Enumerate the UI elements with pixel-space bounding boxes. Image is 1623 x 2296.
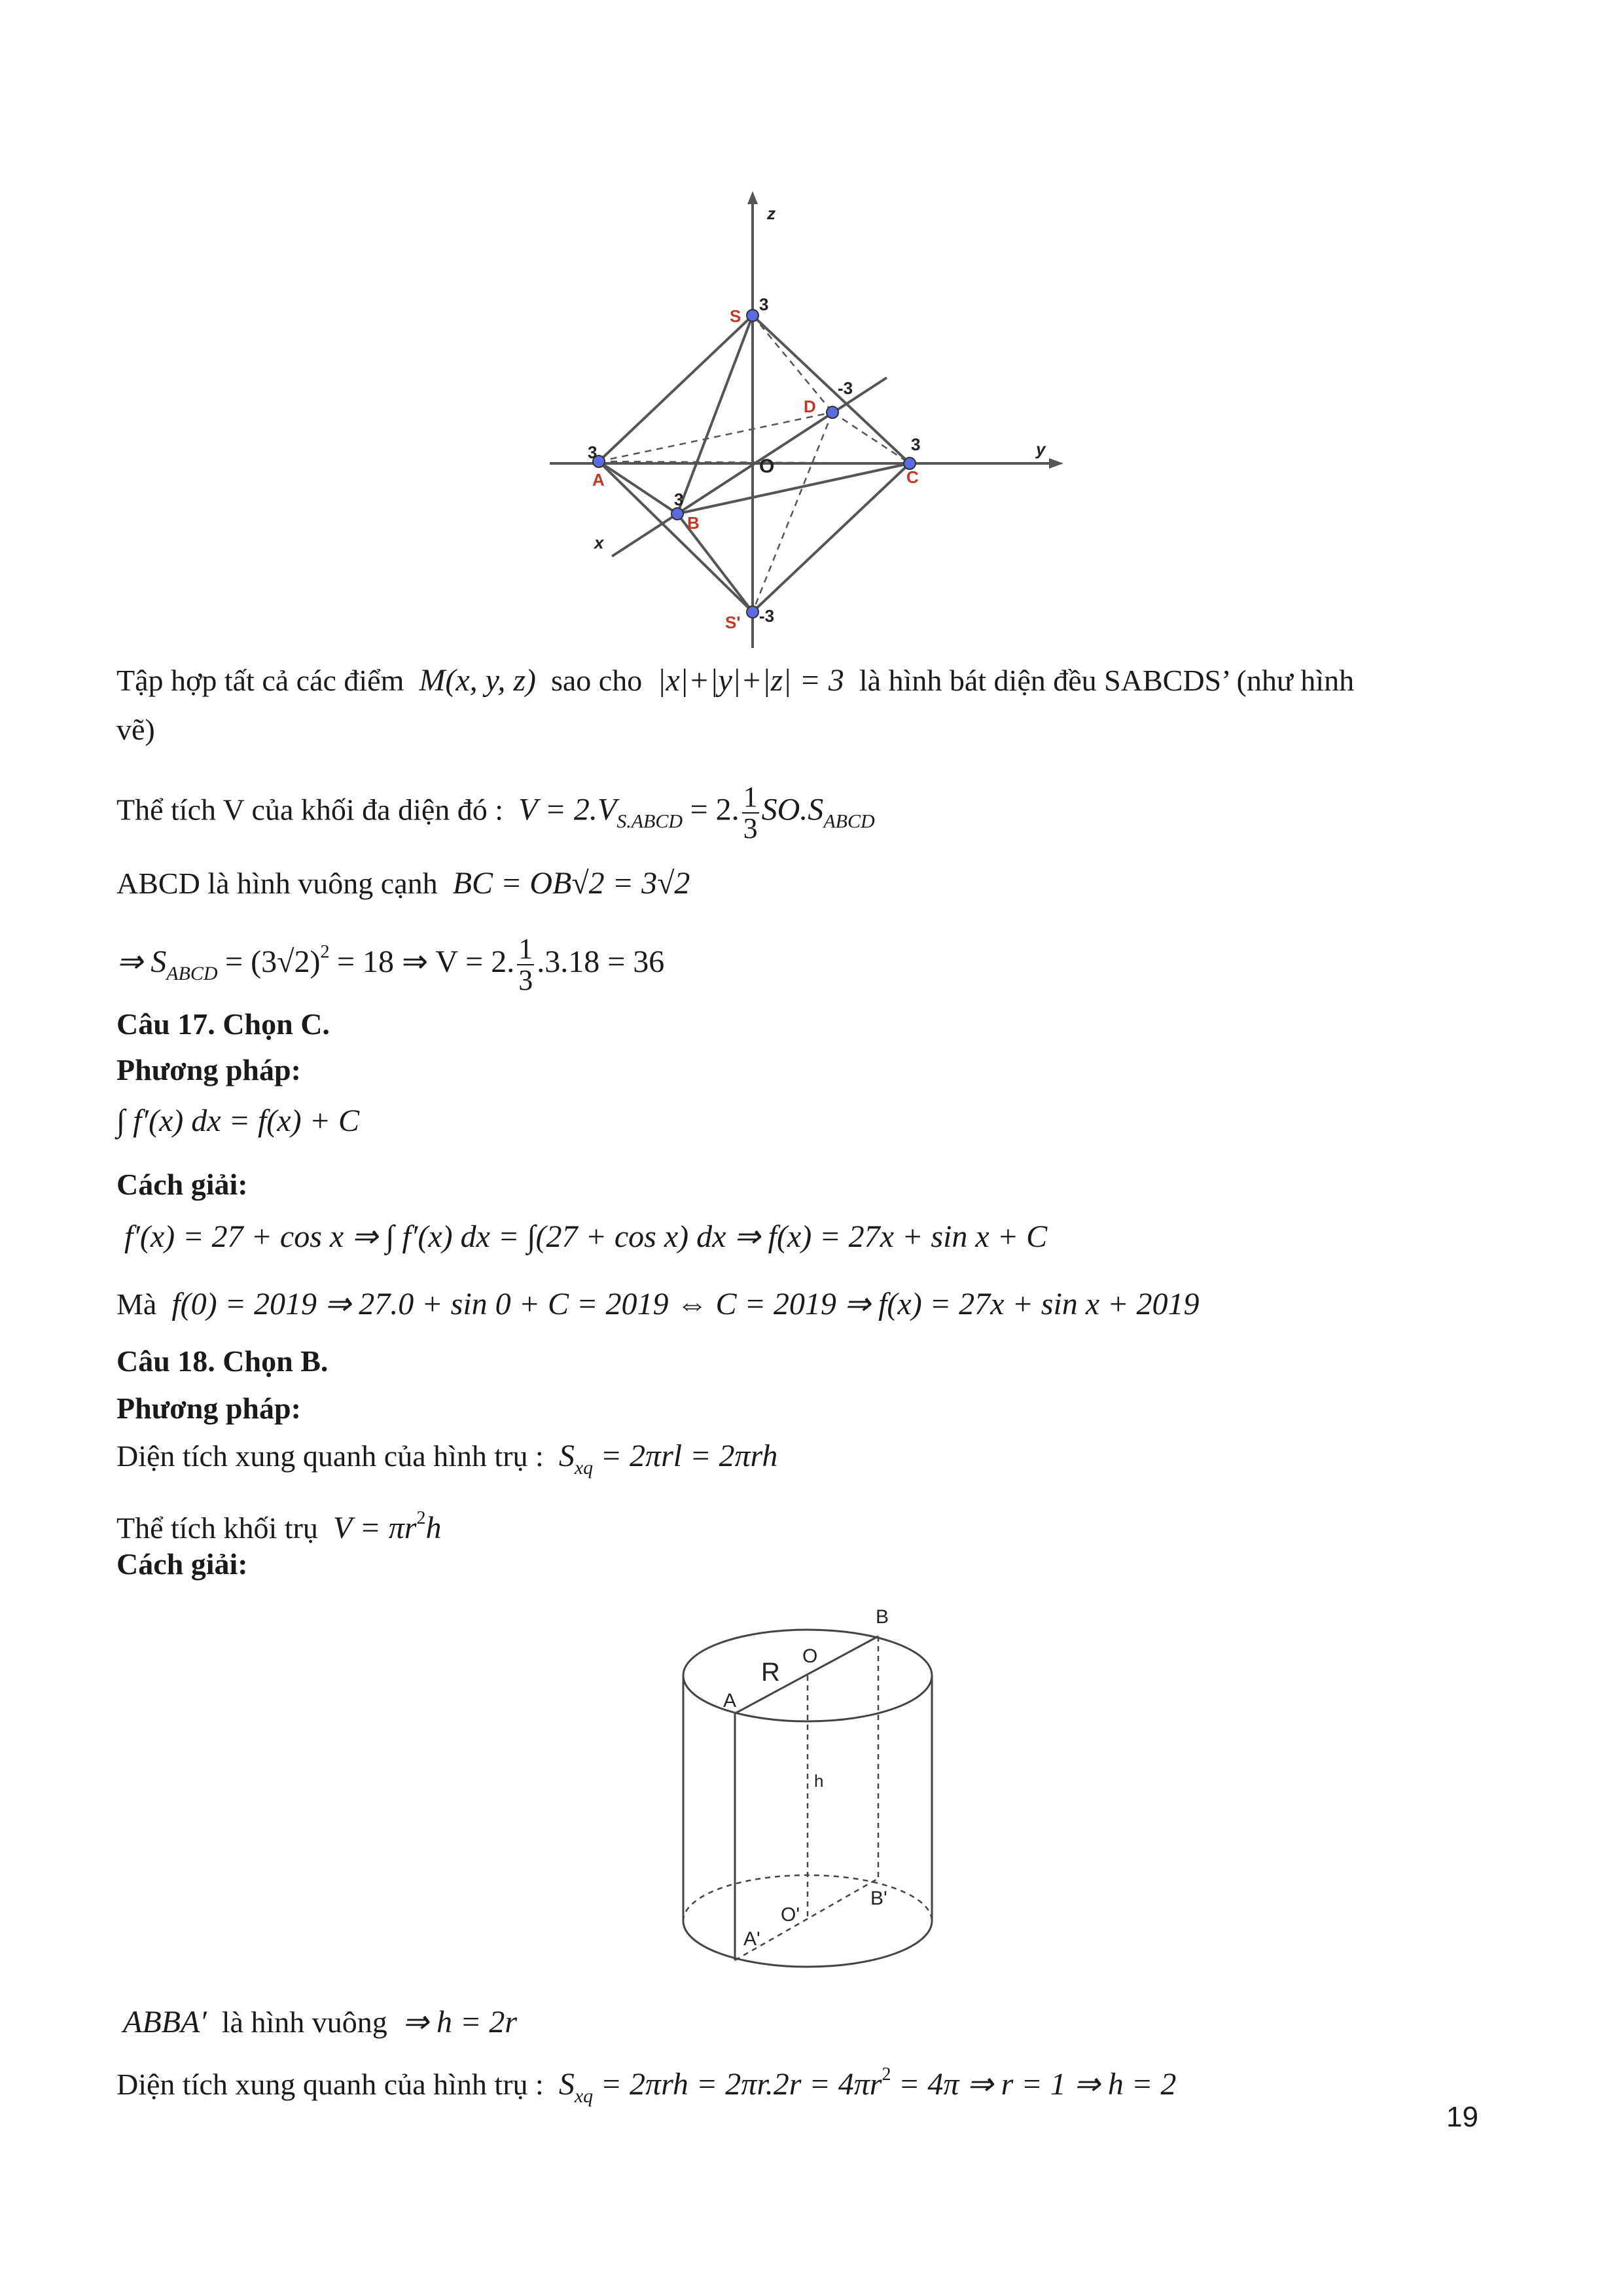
label-cyl-b-prime: B'	[870, 1888, 887, 1909]
p1-math-equation: |x|+|y|+|z| = 3	[657, 663, 844, 698]
label-y: y	[1036, 439, 1046, 459]
q18-solution-heading: Cách giải:	[116, 1547, 248, 1581]
paragraph-area-volume	[116, 933, 664, 996]
q18-line3-text: là hình vuông	[221, 2005, 387, 2039]
q17-method-heading: Phương pháp:	[116, 1053, 301, 1086]
p1-text-c: là hình bát diện đều SABCDS’ (như hình	[859, 664, 1355, 697]
label-c: C	[906, 467, 919, 487]
q18-line4-math-a: S	[558, 2067, 575, 2102]
tick-z-bottom: -3	[759, 606, 775, 626]
q18-line2-math-b: h	[425, 1511, 442, 1545]
p4-math-b: = (3√2)	[225, 944, 321, 979]
p2-frac-den: 3	[743, 812, 758, 844]
p2-sub2: ABCD	[823, 810, 875, 833]
q18-title: Câu 18. Chọn B.	[116, 1344, 329, 1378]
p4-frac-num: 1	[518, 933, 533, 965]
p2-math-eq: = 2.	[690, 792, 740, 827]
q18-line2	[116, 1499, 441, 1548]
q18-line4-sub: xq	[574, 2085, 594, 2107]
point-d	[827, 406, 838, 418]
q18-line3-result: ⇒ h = 2r	[402, 2005, 518, 2039]
p4-sub: ABCD	[166, 963, 218, 984]
label-d: D	[804, 397, 816, 416]
q18-line3-math: ABBA′	[123, 2005, 207, 2039]
p3-math: BC = OB√2 = 3√2	[452, 866, 690, 901]
p2-text: Thể tích V của khối đa diện đó :	[116, 793, 504, 827]
tick-x-near: 3	[674, 490, 684, 509]
paragraph-volume	[116, 782, 875, 844]
q17-line2	[116, 1285, 1199, 1324]
paragraph-square-side	[116, 864, 690, 903]
q18-method-heading: Phương pháp:	[116, 1391, 301, 1425]
p2-frac-num: 1	[743, 781, 758, 813]
q18-line4-math-c: = 4π ⇒ r = 1 ⇒ h = 2	[898, 2067, 1177, 2102]
label-b: B	[687, 513, 700, 533]
q18-line4-sup: 2	[882, 2064, 891, 2085]
p2-sub: S.ABCD	[616, 810, 683, 833]
label-s-prime: S'	[725, 613, 741, 632]
q18-line2-sup: 2	[416, 1508, 426, 1528]
p2-fraction	[742, 782, 759, 844]
page-number: 19	[1446, 2101, 1478, 2133]
label-a: A	[592, 470, 605, 490]
p3-text: ABCD là hình vuông cạnh	[116, 867, 438, 900]
label-o: O	[759, 456, 775, 477]
p4-math-d: .3.18 = 36	[537, 944, 665, 979]
p4-math-c: = 18 ⇒ V = 2.	[336, 944, 515, 979]
tick-x-far: -3	[838, 378, 853, 398]
q18-line2-math-a: V = πr	[332, 1511, 417, 1545]
q18-line3	[123, 2003, 517, 2042]
q17-title: Câu 17. Chọn C.	[116, 1007, 330, 1041]
q18-line2-text: Thể tích khối trụ	[116, 1511, 318, 1545]
q18-line4-text: Diện tích xung quanh của hình trụ :	[116, 2068, 544, 2101]
label-cyl-o-prime: O'	[781, 1904, 800, 1926]
q17-solution-heading: Cách giải:	[116, 1168, 248, 1201]
q18-line1-math-b: = 2πrl = 2πrh	[600, 1439, 778, 1473]
q18-line4	[116, 2055, 1176, 2116]
label-cyl-a: A	[723, 1690, 737, 1712]
label-z: z	[767, 204, 776, 223]
q18-line1-text: Diện tích xung quanh của hình trụ :	[116, 1439, 544, 1473]
q17-formula: ∫ f′(x) dx = f(x) + C	[116, 1103, 359, 1138]
p4-frac-den: 3	[518, 964, 533, 997]
p2-math-right: SO.S	[761, 792, 824, 827]
paragraph-octahedron-set-cont	[116, 710, 155, 749]
tick-y-right: 3	[911, 435, 921, 454]
label-cyl-a-prime: A'	[743, 1928, 760, 1950]
p1-text-a: Tập hợp tất cả các điểm	[116, 664, 404, 697]
point-s-prime	[747, 606, 758, 618]
point-s	[747, 310, 758, 321]
q18-line1-math-a: S	[558, 1439, 575, 1473]
p4-fraction	[517, 934, 534, 996]
q17-line2-math: f(0) = 2019 ⇒ 27.0 + sin 0 + C = 2019 ⇔ C = 2019 ⇒ f(x) = 27x + sin x + 2019	[171, 1287, 1200, 1321]
q18-line4-math-b: = 2πrh = 2πr.2r = 4πr	[600, 2067, 882, 2102]
q18-line1	[116, 1437, 777, 1488]
p1-text-b: sao cho	[550, 664, 643, 697]
label-cyl-b: B	[876, 1606, 889, 1628]
p4-math-a: ⇒ S	[116, 944, 167, 979]
p2-math-left: V = 2.V	[518, 792, 617, 827]
point-b	[671, 508, 683, 520]
tick-a-left: 3	[588, 442, 597, 462]
paragraph-octahedron-set	[116, 661, 1354, 700]
q18-line1-sub: xq	[574, 1457, 594, 1479]
p1-text-d: vẽ)	[116, 713, 155, 746]
tick-z-top: 3	[759, 295, 769, 314]
p4-sup: 2	[320, 942, 330, 962]
label-cyl-o: O	[802, 1645, 818, 1667]
label-cyl-h: h	[814, 1771, 824, 1791]
label-x: x	[594, 533, 604, 552]
label-s: S	[730, 306, 741, 326]
p1-math-point: M(x, y, z)	[419, 663, 536, 698]
q17-line1: f′(x) = 27 + cos x ⇒ ∫ f′(x) dx = ∫(27 + cos x) dx ⇒ f(x) = 27x + sin x + C	[124, 1219, 1048, 1254]
label-cyl-r: R	[761, 1658, 780, 1687]
q17-line2-text: Mà	[116, 1287, 157, 1321]
cylinder-figure	[668, 1590, 955, 1983]
octahedron-figure	[537, 183, 1073, 655]
